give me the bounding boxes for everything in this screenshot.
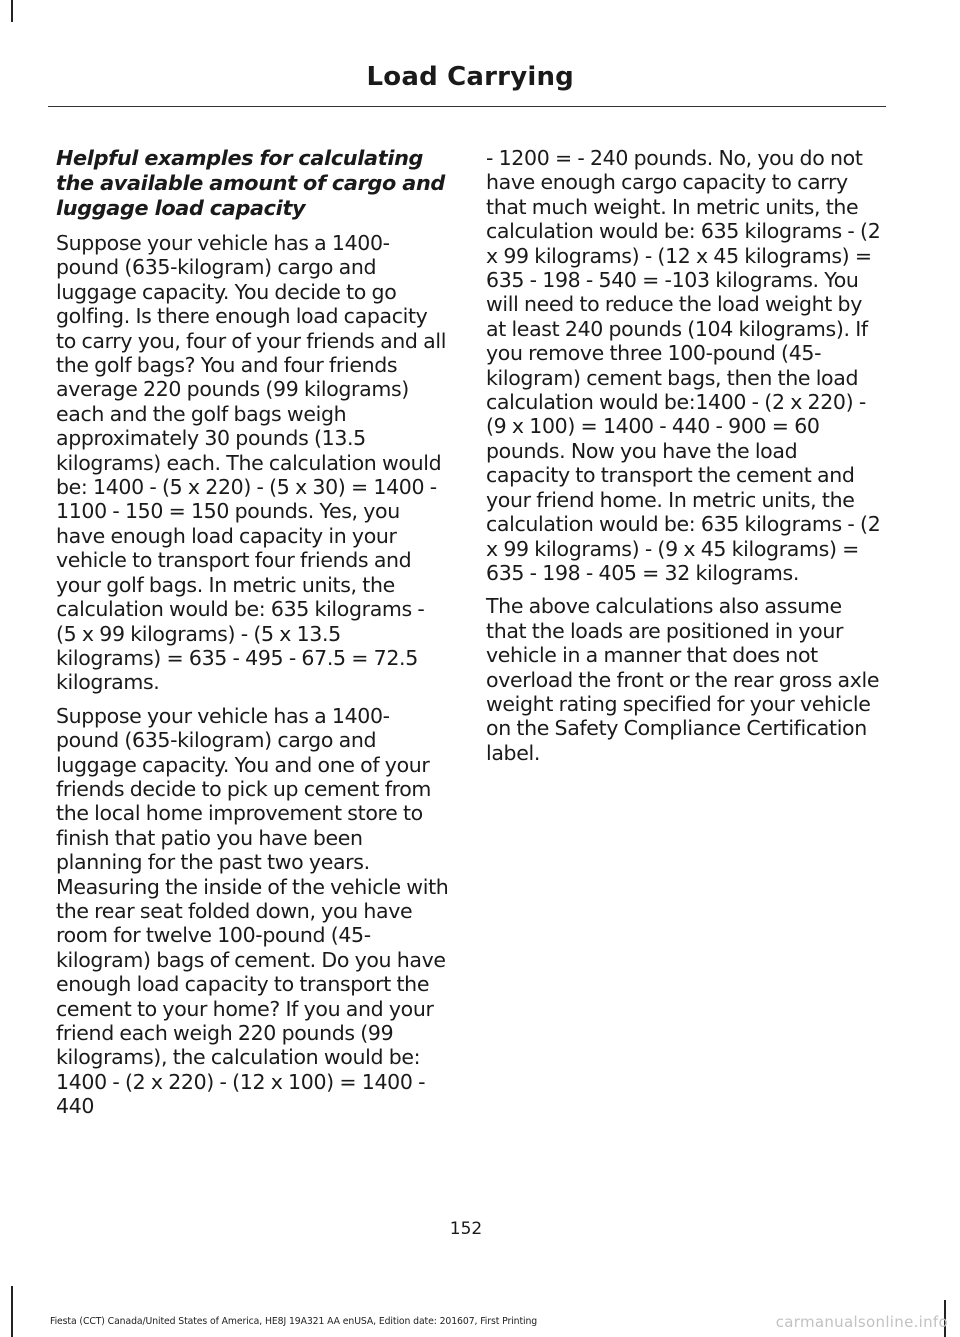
left-column (56, 146, 450, 1128)
header-divider (48, 106, 886, 107)
paragraph-axle-note: The above calculations also assume that the loads are positioned in your vehicle in a manner that does not overload the front or the rear gross axle weight rating specified for your vehicle on the Safety Compliance Certification label. (486, 594, 880, 765)
crop-mark-bottom-left (11, 1286, 13, 1337)
paragraph-golf-example: Suppose your vehicle has a 1400-pound (635-kilogram) cargo and luggage capacity. You decide to go golfing. Is there enough load capacity to carry you, four of your friends and all the golf bags? You and four friends average 220 pounds (99 kilograms) each and the golf bags weigh approximately 30 pounds (13.5 kilograms) each. The calculation would be: 1400 - (5 x 220) - (5 x 30) = 1400 - 1100 - 150 = 150 pounds. Yes, you have enough load capacity in your vehicle to transport four friends and your golf bags. In metric units, the calculation would be: 635 kilograms - (5 x 99 kilograms) - (5 x 13.5 kilograms) = 635 - 495 - 67.5 = 72.5 kilograms. (56, 231, 447, 695)
subheading: Helpful examples for calculating the available amount of cargo and luggage load capacity (56, 146, 445, 220)
page-number: 152 (449, 1219, 483, 1239)
crop-mark-top-left (11, 0, 13, 22)
section-title: Load Carrying (366, 62, 574, 92)
paragraph-cement-example: Suppose your vehicle has a 1400-pound (635-kilogram) cargo and luggage capacity. You and one of your friends decide to pick up cement from the local home improvement store to finish that patio you have been planning for the past two years. Measuring the inside of the vehicle with the rear seat folded down, you have room for twelve 100-pound (45-kilogram) bags of cement. Do you have enough load capacity to transport the cement to your home? If you and your friend each weigh 220 pounds (99 kilograms), the calculation would be: 1400 - (2 x 220) - (12 x 100) = 1400 - 440 (56, 703, 449, 1119)
right-column (486, 146, 882, 774)
paragraph-cement-continued: - 1200 = - 240 pounds. No, you do not have enough cargo capacity to carry that much weight. In metric units, the calculation would be: 635 kilograms - (2 x 99 kilograms) - (12 x 45 kilograms) = 635 - 198 - 540 = -103 kilograms. You will need to reduce the load weight by at least 240 pounds (104 kilograms). If you remove three 100-pound (45-kilogram) cement bags, then the load calculation would be:1400 - (2 x 220) - (9 x 100) = 1400 - 440 - 900 = 60 pounds. Now you have the load capacity to transport the cement and your friend home. In metric units, the calculation would be: 635 kilograms - (2 x 99 kilograms) - (9 x 45 kilograms) = 635 - 198 - 405 = 32 kilograms. (486, 146, 881, 585)
edition-footer: Fiesta (CCT) Canada/United States of America, HE8J 19A321 AA enUSA, Edition date: 201607, First Printing (50, 1316, 538, 1327)
watermark: carmanualsonline.info (775, 1313, 948, 1331)
